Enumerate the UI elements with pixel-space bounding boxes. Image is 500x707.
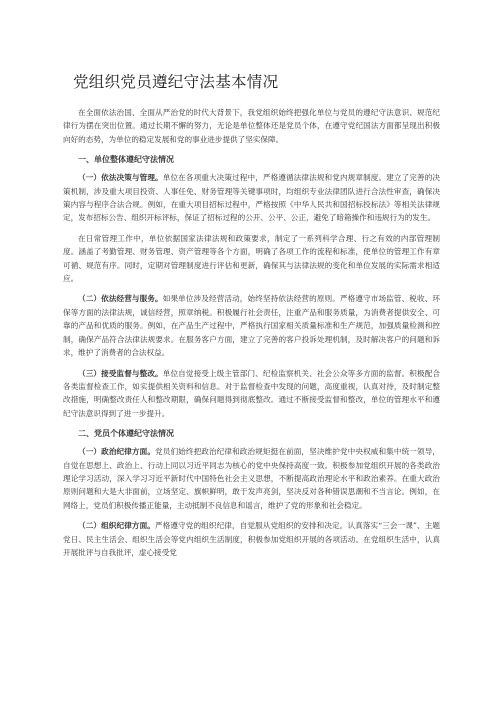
- paragraph-lead: （一）依法决策与管理。: [78, 173, 163, 183]
- section1-paragraph: [63, 171, 440, 225]
- section-heading-1: 一、单位整体遵纪守法情况: [78, 154, 174, 165]
- paragraph-text: 在日常管理工作中，单位依据国家法律法规和政策要求，制定了一系列科学合理、行之有效的内部管理制度。涵盖了考勤管理、财务管理、资产管理等各个方面，明确了各项工作的流程和标准，使单位的管理工作有章可循、规范有序。同时，定期对管理制度进行评估和更新，确保其与法律法规的变化和单位发展的实际需求相适应。: [63, 233, 440, 284]
- paragraph-text: 党员们始终把政治纪律和政治规矩挺在前面，坚决维护党中央权威和集中统一领导，自觉在思想上、政治上、行动上同以习近平同志为核心的党中央保持高度一致。积极参加党组织开展的各类政治理论学习活动，深入学习习近平新时代中国特色社会主义思想，不断提高政治理论水平和政治素养。在重大政治原则问题和大是大非面前，立场坚定、旗帜鲜明，敢于发声亮剑，坚决反对各种错误思潮和不当言论。例如，在网络上，党员们积极传播正能量，主动抵制不良信息和谣言，维护了党的形象和社会稳定。: [63, 447, 440, 510]
- section2-paragraph: [63, 519, 440, 559]
- paragraph-lead: （一）政治纪律方面。: [78, 447, 156, 457]
- paragraph-text: 单位在各项重大决策过程中，严格遵循法律法规和党内规章制度。建立了完善的决策机制，涉及重大项目投资、人事任免、财务管理等关键事项时，均组织专业法律团队进行合法性审查，确保决策内容与程序合法合规。例如，在重大项目招标过程中，严格按照《中华人民共和国招标投标法》等相关法律规定，发布招标公告、组织开标评标，保证了招标过程的公开、公平、公正，避免了暗箱操作和违规行为的发生。: [63, 173, 440, 223]
- section1-paragraph: [63, 292, 440, 359]
- paragraph-lead: （二）组织纪律方面。: [78, 521, 155, 531]
- section1-paragraph: [63, 232, 440, 286]
- paragraph-lead: （三）接受监督与整改。: [78, 368, 163, 378]
- paragraph-text: 如果单位涉及经营活动，始终坚持依法经营的原则。严格遵守市场监管、税收、环保等方面的法律法规，诚信经营，照章纳税。积极履行社会责任，注重产品和服务质量，为消费者提供安全、可靠的产品和优质的服务。例如，在产品生产过程中，严格执行国家相关质量标准和生产规范，加强质量检测和控制，确保产品符合法律法规要求。在服务客户方面，建立了完善的客户投诉处理机制，及时解决客户的问题和诉求，维护了消费者的合法权益。: [63, 294, 440, 358]
- section-heading-2: 二、党员个体遵纪守法情况: [78, 428, 174, 439]
- paragraph-text: 单位自觉接受上级主管部门、纪检监察机关、社会公众等多方面的监督。积极配合各类监督检查工作，如实提供相关资料和信息。对于监督检查中发现的问题，高度重视，认真对待，及时制定整改措施，明确整改责任人和整改期限，确保问题得到彻底整改。通过不断接受监督和整改，单位的管理水平和遵纪守法意识得到了进一步提升。: [63, 368, 440, 418]
- paragraph-lead: （二）依法经营与服务。: [78, 294, 163, 304]
- paragraph-text: 严格遵守党的组织纪律，自觉服从党组织的安排和决定。认真落实“三会一课”、主题党日、民主生活会、组织生活会等党内组织生活制度，积极参加党组织开展的各项活动。在党组织生活中，认真开展批评与自我批评，虚心接受党: [63, 521, 440, 557]
- intro-paragraph: 在全面依法治国、全面从严治党的时代大背景下，我党组织始终把强化单位与党员的遵纪守法意识、规范纪律行为摆在突出位置。通过长期不懈的努力，无论是单位整体还是党员个体，在遵守党纪国法方面都呈现出积极向好的态势，为单位的稳定发展和党的事业进步提供了坚实保障。: [63, 108, 440, 144]
- section2-paragraph: [63, 445, 440, 512]
- document-title: 党组织党员遵纪守法基本情况: [73, 73, 279, 91]
- section1-paragraph: [63, 367, 440, 421]
